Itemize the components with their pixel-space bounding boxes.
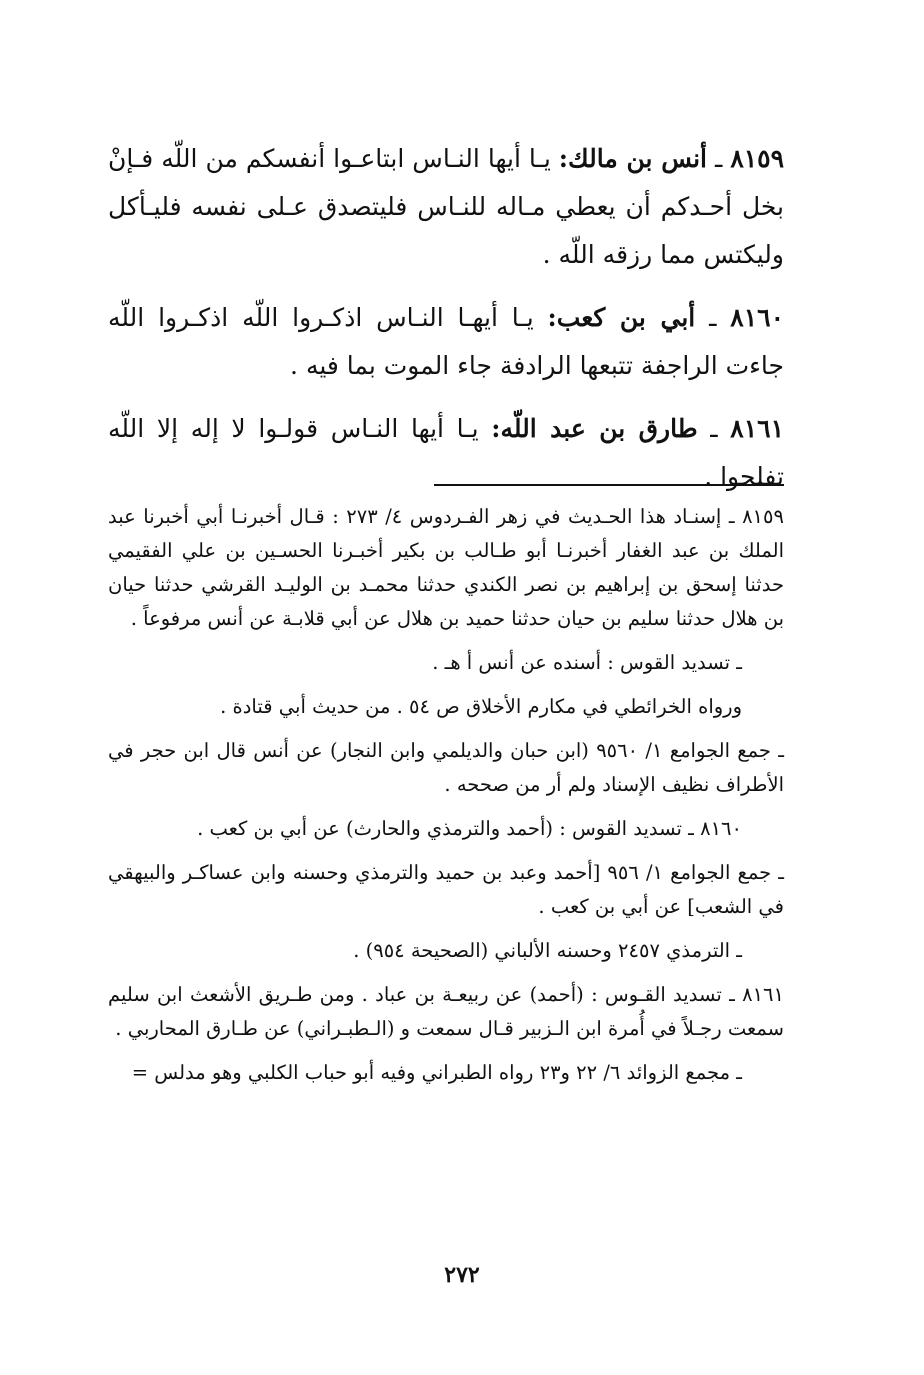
footnote: ورواه الخرائطي في مكارم الأخلاق ص ٥٤ . من حديث أبي قتادة . [220,695,742,718]
main-text [108,135,784,516]
hadith-text: يـا أيهـا النـاس اذكـروا اللّه اذكـروا اللّه جاءت الراجفة تتبعها الرادفة جاء الموت بما فيه . [108,303,784,380]
footnote-separator [434,484,784,486]
page-number: ٢٧٢ [444,1262,480,1288]
footnotes [108,500,784,1100]
footnote: ٨١٦٠ ـ تسديد القوس : (أحمد والترمذي والحارث) عن أبي بن كعب . [197,817,742,840]
footnote: ـ مجمع الزوائد ٦/ ٢٢ و٢٣ رواه الطبراني وفيه أبو حباب الكلبي وهو مدلس = [131,1061,742,1084]
hadith-number: ٨١٥٩ [730,144,785,173]
hadith-entry-8160 [108,294,784,390]
narrator-name: أبي بن كعب [556,303,696,332]
narrator-name: أنس بن مالك [568,144,707,173]
dash: ـ [709,303,717,332]
hadith-number: ٨١٦١ [730,414,785,443]
footnote: ٨١٥٩ ـ إسنـاد هذا الحـديث في زهر الفـردوس ٤/ ٢٧٣ : قـال أخبرنـا أبي أخبرنا عبد الملك بن عبد الغفار أخبرنـا أبو طـالب بن بكير أخبـرنا الحسـين بن علي الفقيمي حدثنا إسحق بن إبراهيم بن نصر الكندي حدثنا محمـد بن الوليـد القرشي حدثنا حيان بن هلال حدثنا سليم بن حيان حدثنا حميد بن هلال عن أبي قلابـة عن أنس مرفوعاً . [108,505,784,630]
dash: ـ [710,414,718,443]
hadith-entry-8159 [108,135,784,279]
footnote: ـ الترمذي ٢٤٥٧ وحسنه الألباني (الصحيحة ٩٥٤) . [353,939,742,962]
footnote: ـ تسديد القوس : أسنده عن أنس أ هـ . [432,651,742,674]
hadith-text: يـا أيها النـاس قولـوا لا إله إلا اللّه تفلحوا . [108,414,784,491]
dash: ـ [714,144,723,173]
footnote: ـ جمع الجوامع ١/ ٩٥٦ [أحمد وعبد بن حميد والترمذي وحسنه وابن عساكـر والبيهقي في الشعب] عن أبي بن كعب . [108,861,784,918]
hadith-text: يـا أيها النـاس ابتاعـوا أنفسكم من اللّه فـإنْ بخل أحـدكم أن يعطي مـاله للنـاس فليتصدق عـلى نفسه فليـأكل وليكتس مما رزقه اللّه . [108,144,784,269]
footnote: ٨١٦١ ـ تسديد القـوس : (أحمد) عن ربيعـة بن عباد . ومن طـريق الأشعث ابن سليم سمعت رجـلاً في أُمرة ابن الـزبير قـال سمعت و (الـطبـراني) عن طـارق المحاربي . [108,983,784,1040]
narrator-name: طارق بن عبد اللّه [500,414,698,443]
colon: : [547,303,557,332]
colon: : [558,144,569,173]
colon: : [491,414,501,443]
hadith-entry-8161 [108,405,784,501]
hadith-number: ٨١٦٠ [730,303,784,332]
footnote: ـ جمع الجوامع ١/ ٩٥٦٠ (ابن حبان والديلمي وابن النجار) عن أنس قال ابن حجر في الأطراف نظيف الإسناد ولم أر من صححه . [108,739,784,796]
